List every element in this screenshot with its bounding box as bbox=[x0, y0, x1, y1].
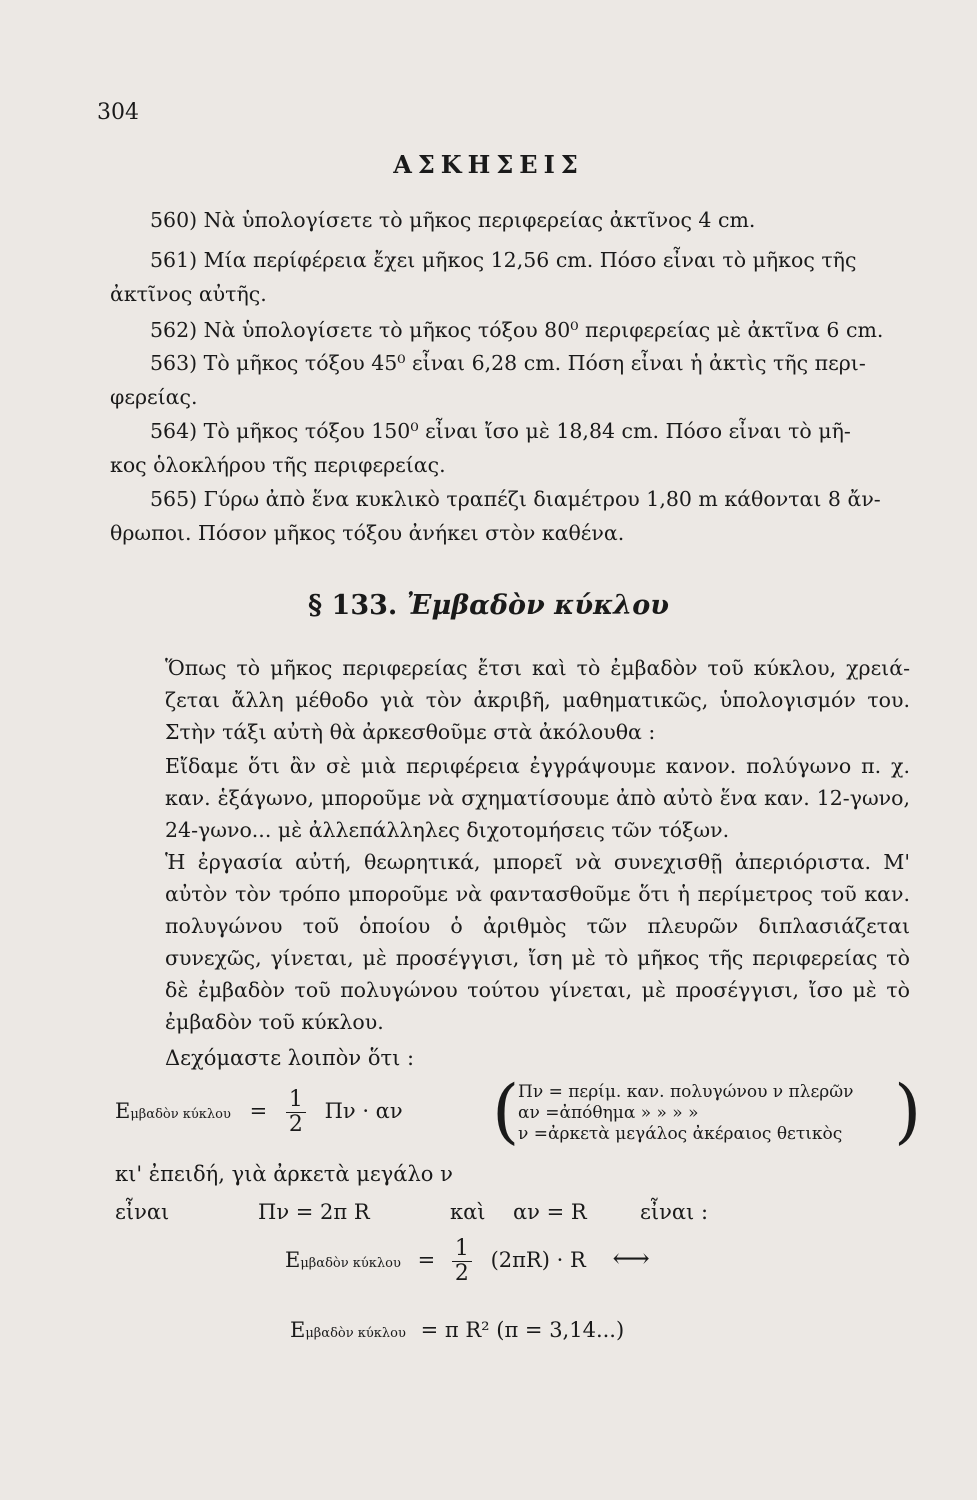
einai-line bbox=[115, 1200, 915, 1224]
page-number: 304 bbox=[97, 100, 139, 125]
exercise-text-cont: ἀκτῖνος αὐτῆς. bbox=[110, 282, 267, 306]
formula-subscript: μβαδὸν κύκλου bbox=[305, 1326, 406, 1341]
formula-area-final bbox=[290, 1318, 624, 1342]
fraction-numerator: 1 bbox=[452, 1237, 472, 1262]
section-title: Ἐμβαδὸν κύκλου bbox=[406, 590, 669, 621]
formula-definitions bbox=[518, 1082, 853, 1145]
fraction-numerator: 1 bbox=[286, 1088, 306, 1113]
section-heading bbox=[0, 590, 977, 621]
formula-rest: Πν · αν bbox=[324, 1099, 403, 1123]
apothem-equation: αν = R bbox=[513, 1200, 587, 1224]
einai-word-2: εἶναι : bbox=[640, 1200, 709, 1224]
exercise-text: 563) Τὸ μῆκος τόξου 45⁰ εἶναι 6,28 cm. Πόση εἶναι ἡ ἀκτὶς τῆς περι- bbox=[150, 351, 866, 375]
exercise-561 bbox=[110, 243, 905, 311]
exercises-heading: ΑΣΚΗΣΕΙΣ bbox=[393, 150, 584, 179]
exercise-text: 565) Γύρω ἀπὸ ἕνα κυκλικὸ τραπέζι διαμέτρου 1,80 m κάθονται 8 ἄν- bbox=[150, 487, 881, 511]
formula-rest: = π R² (π = 3,14...) bbox=[420, 1318, 625, 1342]
definition-line: Πν = περίμ. καν. πολυγώνου ν πλερῶν bbox=[518, 1082, 854, 1102]
definition-line: ν =ἀρκετὰ μεγάλος ἀκέραιος θετικὸς bbox=[518, 1124, 843, 1144]
paragraph-3 bbox=[115, 846, 910, 1038]
definition-line: αν =ἀπόθημα » » » » bbox=[518, 1103, 699, 1123]
perimeter-equation: Πν = 2π R bbox=[258, 1200, 370, 1224]
formula-area-derived bbox=[285, 1237, 650, 1286]
exercise-text: 561) Μία περίφέρεια ἔχει μῆκος 12,56 cm. Πόσο εἶναι τὸ μῆκος τῆς bbox=[150, 248, 857, 272]
exercise-text: 562) Νὰ ὑπολογίσετε τὸ μῆκος τόξου 80⁰ περιφερείας μὲ ἀκτῖνα 6 cm. bbox=[150, 318, 884, 342]
exercise-565 bbox=[110, 482, 905, 550]
exercise-560 bbox=[110, 203, 905, 237]
exercise-562 bbox=[110, 313, 905, 347]
kai-word: καὶ bbox=[450, 1200, 486, 1224]
formula-area-general bbox=[115, 1088, 403, 1137]
formula-subscript: μβαδὸν κύκλου bbox=[130, 1107, 231, 1122]
left-paren: ( bbox=[492, 1070, 520, 1152]
exercise-text-cont: θρωποι. Πόσον μῆκος τόξου ἀνήκει στὸν καθένα. bbox=[110, 521, 625, 545]
formula-E: Ε bbox=[285, 1248, 301, 1272]
fraction-one-half bbox=[452, 1237, 472, 1286]
exercise-564 bbox=[110, 414, 905, 482]
formula-equals: = bbox=[249, 1099, 268, 1123]
formula-rest: (2πR) · R bbox=[490, 1248, 586, 1272]
paragraph-1 bbox=[115, 652, 910, 748]
einai-word: εἶναι bbox=[115, 1200, 170, 1224]
paragraph-text: Ἡ ἐργασία αὐτή, θεωρητικά, μπορεῖ νὰ συνεχισθῇ ἀπεριόριστα. Μ' αὐτὸν τὸν τρόπο μποροῦμε νὰ φαντασθοῦμε ὅτι ἡ περίμετρος τοῦ καν. πολυγώνου τοῦ ὁποίου ὁ ἀριθμὸς τῶν πλευρῶν διπλασιάζεται συνεχῶς, γίνεται, μὲ προσέγγισι, ἴση μὲ τὸ μῆκος τῆς περιφερείας τὸ δὲ ἐμβαδὸν τοῦ πολυγώνου τούτου γίνεται, μὲ προσέγγισι, ἴσο μὲ τὸ ἐμβαδὸν τοῦ κύκλου. bbox=[165, 850, 910, 1034]
paragraph-text: Εἴδαμε ὅτι ἂν σὲ μιὰ περιφέρεια ἐγγράψουμε κανον. πολύγωνο π. χ. καν. ἑξάγωνο, μποροῦμε νὰ σχηματίσουμε ἀπὸ αὐτὸ ἕνα καν. 12-γωνο, 24-γωνο... μὲ ἀλλεπάλληλες διχοτομήσεις τῶν τόξων. bbox=[165, 754, 910, 842]
formula-subscript: μβαδὸν κύκλου bbox=[300, 1256, 401, 1271]
section-number: § 133. bbox=[308, 590, 398, 621]
exercise-text-cont: κος ὁλοκλήρου τῆς περιφερείας. bbox=[110, 453, 446, 477]
exercise-text: 560) Νὰ ὑπολογίσετε τὸ μῆκος περιφερείας ἀκτῖνος 4 cm. bbox=[150, 208, 756, 232]
paragraph-2 bbox=[115, 750, 910, 846]
formula-equals: = bbox=[417, 1248, 436, 1272]
formula-E: Ε bbox=[115, 1099, 131, 1123]
exercise-text-cont: φερείας. bbox=[110, 385, 198, 409]
exercise-text: 564) Τὸ μῆκος τόξου 150⁰ εἶναι ἴσο μὲ 18,84 cm. Πόσο εἶναι τὸ μῆ- bbox=[150, 419, 851, 443]
fraction-denominator: 2 bbox=[288, 1112, 303, 1137]
exercise-563 bbox=[110, 346, 905, 414]
accept-line: Δεχόμαστε λοιπὸν ὅτι : bbox=[165, 1046, 415, 1070]
fraction-denominator: 2 bbox=[454, 1261, 469, 1286]
fraction-one-half bbox=[286, 1088, 306, 1137]
right-paren: ) bbox=[894, 1070, 922, 1152]
paragraph-text: Ὅπως τὸ μῆκος περιφερείας ἔτσι καὶ τὸ ἐμβαδὸν τοῦ κύκλου, χρειά-ζεται ἄλλη μέθοδο γιὰ τὸν ἀκριβῆ, μαθηματικῶς, ὑπολογισμόν του. Στὴν τάξι αὐτὴ θὰ ἀρκεσθοῦμε στὰ ἀκόλουθα : bbox=[165, 656, 910, 744]
formula-E: Ε bbox=[290, 1318, 306, 1342]
since-line: κι' ἐπειδή, γιὰ ἀρκετὰ μεγάλο ν bbox=[115, 1162, 453, 1186]
equivalence-arrow-icon: ⟷ bbox=[612, 1244, 650, 1274]
